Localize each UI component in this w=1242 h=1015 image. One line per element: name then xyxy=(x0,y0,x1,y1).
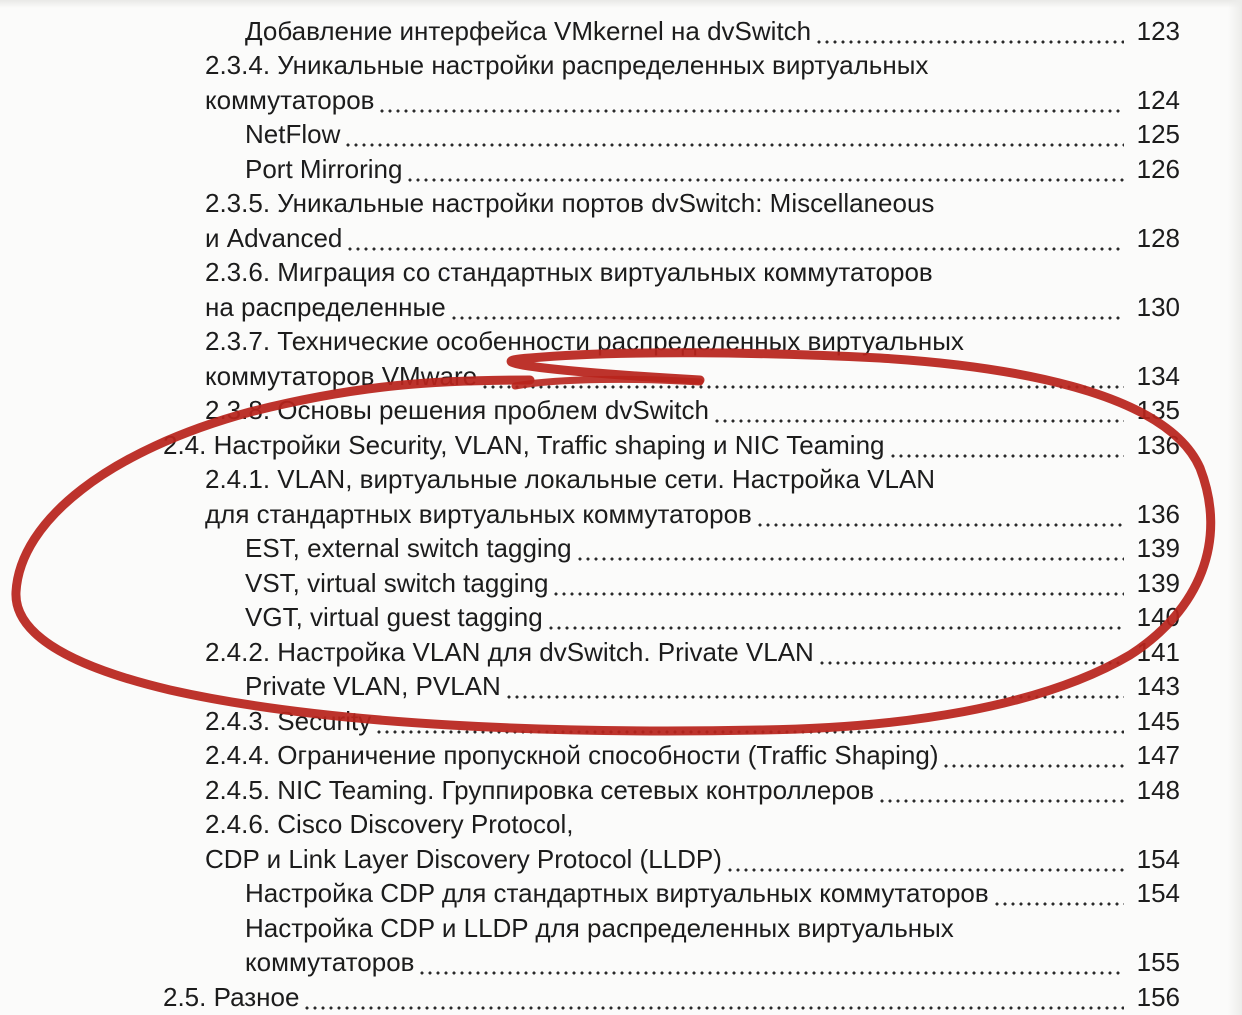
toc-dot-leader xyxy=(726,842,1124,876)
toc-page-number: 141 xyxy=(1136,637,1180,667)
toc-page-number: 135 xyxy=(1136,395,1180,425)
toc-entry xyxy=(0,14,1242,48)
toc-entry-title: 2.4.6. Cisco Discovery Protocol, xyxy=(205,809,574,839)
toc-entry xyxy=(0,876,1242,910)
toc-page-number: 139 xyxy=(1136,568,1180,598)
toc-entry xyxy=(0,428,1242,462)
toc-entry-title: 2.4.4. Ограничение пропускной способности (Traffic Shaping) xyxy=(205,740,939,770)
toc-dot-leader xyxy=(346,221,1124,255)
toc-entry-line xyxy=(205,359,1180,393)
toc-entry xyxy=(0,738,1242,772)
toc-entry-title: коммутаторов VMware xyxy=(205,361,478,391)
toc-entry xyxy=(0,669,1242,703)
toc-entry-line xyxy=(205,497,1180,531)
toc-entry-title: Private VLAN, PVLAN xyxy=(245,671,501,701)
toc-entry-title: 2.4.3. Security xyxy=(205,706,372,736)
page-top-shadow xyxy=(0,0,1242,8)
toc-entry-title: EST, external switch tagging xyxy=(245,533,572,563)
toc-entry-line xyxy=(205,393,1180,427)
toc-dot-leader xyxy=(818,635,1124,669)
toc-dot-leader xyxy=(713,393,1124,427)
toc-entry-title: NetFlow xyxy=(245,119,341,149)
toc-entry-title: 2.3.7. Технические особенности распределенных виртуальных xyxy=(205,326,964,356)
toc-entry xyxy=(0,566,1242,600)
toc-page-number: 154 xyxy=(1136,878,1180,908)
toc-dot-leader xyxy=(576,531,1124,565)
toc-entry xyxy=(0,531,1242,565)
toc-entry-title: для стандартных виртуальных коммутаторов xyxy=(205,499,752,529)
toc-entry-line xyxy=(205,290,1180,324)
toc-entry xyxy=(0,359,1242,393)
toc-entry-title: Настройка CDP и LLDP для распределенных виртуальных xyxy=(245,913,954,943)
toc-entry-line xyxy=(205,83,1180,117)
toc-entry-line xyxy=(205,635,1180,669)
toc-entry-line xyxy=(205,773,1180,807)
toc-dot-leader xyxy=(942,738,1124,772)
toc-dot-leader xyxy=(505,669,1124,703)
toc-entry-title: на распределенные xyxy=(205,292,446,322)
toc-page-number: 128 xyxy=(1136,223,1180,253)
toc-entry xyxy=(0,393,1242,427)
toc-entry-line xyxy=(245,945,1180,979)
toc-page-number: 140 xyxy=(1136,602,1180,632)
toc-entry-line xyxy=(245,600,1180,634)
toc-dot-leader xyxy=(450,290,1124,324)
toc-entry-line xyxy=(245,531,1180,565)
toc-page-number: 126 xyxy=(1136,154,1180,184)
toc-entry-title: 2.3.4. Уникальные настройки распределенных виртуальных xyxy=(205,50,929,80)
toc-entry-title: 2.4.2. Настройка VLAN для dvSwitch. Private VLAN xyxy=(205,637,814,667)
toc-dot-leader xyxy=(552,566,1124,600)
toc-entry-title: CDP и Link Layer Discovery Protocol (LLDP) xyxy=(205,844,722,874)
toc-page-number: 143 xyxy=(1136,671,1180,701)
toc-entry-title: 2.4. Настройки Security, VLAN, Traffic shaping и NIC Teaming xyxy=(163,430,885,460)
toc-page-number: 156 xyxy=(1136,982,1180,1012)
toc-entry xyxy=(0,980,1242,1014)
toc-entry xyxy=(0,152,1242,186)
toc-dot-leader xyxy=(756,497,1124,531)
toc-entry xyxy=(0,48,1242,82)
toc-dot-leader xyxy=(344,117,1124,151)
toc-page-number: 145 xyxy=(1136,706,1180,736)
toc-entry-line xyxy=(245,14,1180,48)
toc-entry xyxy=(0,807,1242,841)
toc-entry xyxy=(0,911,1242,945)
toc-dot-leader xyxy=(418,945,1124,979)
toc-page-number: 155 xyxy=(1136,947,1180,977)
toc-entry-title: 2.3.6. Миграция со стандартных виртуальных коммутаторов xyxy=(205,257,933,287)
toc-entry xyxy=(0,83,1242,117)
toc-page-number: 125 xyxy=(1136,119,1180,149)
toc-entry xyxy=(0,497,1242,531)
toc-entry-line xyxy=(163,428,1180,462)
toc-entry xyxy=(0,186,1242,220)
toc-entry xyxy=(0,462,1242,496)
toc-dot-leader xyxy=(375,704,1124,738)
toc-page-number: 124 xyxy=(1136,85,1180,115)
toc-dot-leader xyxy=(303,980,1124,1014)
toc-page-number: 123 xyxy=(1136,16,1180,46)
toc-entry xyxy=(0,117,1242,151)
toc-entry-title: Добавление интерфейса VMkernel на dvSwitch xyxy=(245,16,812,46)
toc-page-number: 130 xyxy=(1136,292,1180,322)
toc-entry-title: VGT, virtual guest tagging xyxy=(245,602,543,632)
toc-entry xyxy=(0,221,1242,255)
page-right-edge xyxy=(1228,0,1242,1015)
toc-entry-line xyxy=(245,669,1180,703)
toc-dot-leader xyxy=(378,83,1124,117)
toc-entry xyxy=(0,635,1242,669)
toc-dot-leader xyxy=(481,359,1124,393)
toc-entry-line xyxy=(163,980,1180,1014)
toc-entry xyxy=(0,945,1242,979)
toc-entry-title: VST, virtual switch tagging xyxy=(245,568,549,598)
toc-entry-title: коммутаторов xyxy=(205,85,375,115)
toc-dot-leader xyxy=(815,14,1124,48)
toc-page-number: 139 xyxy=(1136,533,1180,563)
toc-dot-leader xyxy=(889,428,1125,462)
toc-entry-line xyxy=(245,566,1180,600)
toc-entry-title: 2.5. Разное xyxy=(163,982,300,1012)
toc-page-number: 134 xyxy=(1136,361,1180,391)
toc-entry-title: и Advanced xyxy=(205,223,343,253)
toc-page-number: 147 xyxy=(1136,740,1180,770)
toc-entry xyxy=(0,600,1242,634)
toc-entry-title: 2.3.5. Уникальные настройки портов dvSwitch: Miscellaneous xyxy=(205,188,935,218)
toc-entry-line xyxy=(205,738,1180,772)
toc-entry xyxy=(0,290,1242,324)
toc-entry-line xyxy=(205,704,1180,738)
toc-entry-line xyxy=(205,842,1180,876)
toc-entry-title: Port Mirroring xyxy=(245,154,403,184)
toc-page-number: 154 xyxy=(1136,844,1180,874)
toc-entry-title: Настройка CDP для стандартных виртуальных коммутаторов xyxy=(245,878,989,908)
toc-entry-title: 2.4.5. NIC Teaming. Группировка сетевых контроллеров xyxy=(205,775,875,805)
toc-page-number: 148 xyxy=(1136,775,1180,805)
toc-entry-line xyxy=(205,221,1180,255)
toc-entry-title: 2.4.1. VLAN, виртуальные локальные сети. Настройка VLAN xyxy=(205,464,936,494)
toc-page-number: 136 xyxy=(1136,430,1180,460)
toc-entry-line xyxy=(245,876,1180,910)
toc-entry xyxy=(0,773,1242,807)
toc-entry xyxy=(0,704,1242,738)
toc-dot-leader xyxy=(406,152,1124,186)
toc-entry xyxy=(0,842,1242,876)
toc-dot-leader xyxy=(547,600,1124,634)
toc-entry-title: 2.3.8. Основы решения проблем dvSwitch xyxy=(205,395,709,425)
toc-entry xyxy=(0,324,1242,358)
toc-entry-title: коммутаторов xyxy=(245,947,415,977)
toc-page-number: 136 xyxy=(1136,499,1180,529)
toc-dot-leader xyxy=(878,773,1124,807)
toc-entry-line xyxy=(245,117,1180,151)
toc-entry xyxy=(0,255,1242,289)
toc-dot-leader xyxy=(993,876,1124,910)
toc-entry-line xyxy=(245,152,1180,186)
